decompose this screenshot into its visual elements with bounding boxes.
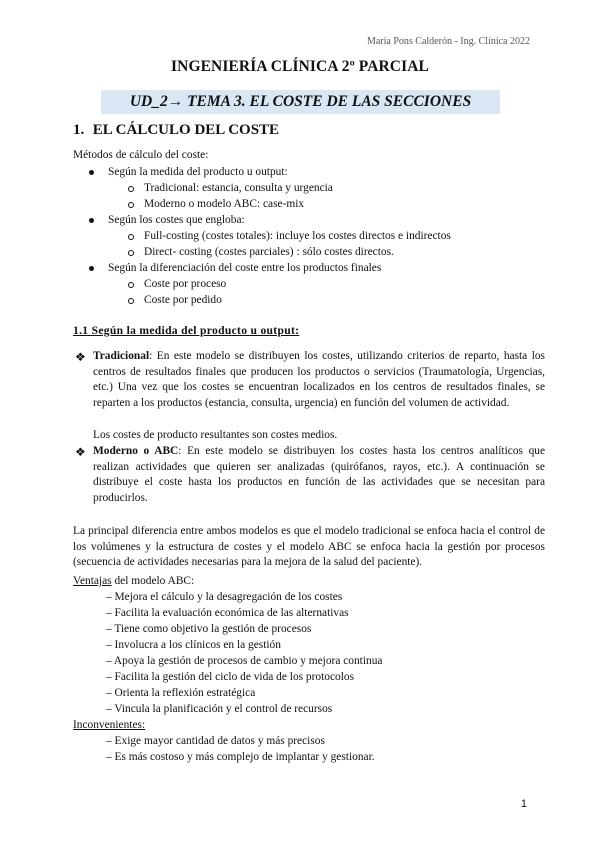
abc-term: Moderno o ABC	[93, 445, 179, 457]
page-number: 1	[520, 798, 527, 810]
method-label: Según la medida del producto u output:	[108, 166, 288, 178]
method-label: Según los costes que engloba:	[108, 214, 245, 226]
disadvantage-item: – Es más costoso y más complejo de implantar y gestionar.	[106, 751, 375, 763]
section-1-1-heading: 1.1 Según la medida del producto u output:	[73, 324, 300, 337]
method-subitem-text: Direct- costing (costes parciales) : sólo costes directos.	[144, 246, 394, 258]
document-subtitle: UD_2→ TEMA 3. EL COSTE DE LAS SECCIONES	[129, 93, 472, 110]
method-subitem-text: Coste por pedido	[144, 294, 222, 306]
advantages-suffix: del modelo ABC:	[111, 575, 195, 587]
bullet-circle-icon	[128, 186, 134, 192]
abc-model-paragraph	[93, 444, 545, 506]
advantage-item: – Mejora el cálculo y la desagregación de los costes	[106, 591, 343, 603]
method-subitem	[144, 277, 226, 292]
advantage-item: – Facilita la evaluación económica de las alternativas	[106, 607, 349, 619]
difference-paragraph: La principal diferencia entre ambos modelos es que el modelo tradicional se enfoca hacia el control de los volúmenes y la estructura de costes y el modelo ABC se enfoca hacia la gestión por procesos (secuencia de actividades necesarias para la mejora de la salud del paciente).	[73, 525, 545, 569]
method-subitem-text: Coste por proceso	[144, 278, 227, 290]
disadvantages-label: Inconvenientes:	[73, 719, 146, 731]
abc-description: : En este modelo se distribuyen los costes hasta los centros analíticos que realizan actividades que quieren ser analizadas (quirófanos, rayos, etc.). A continuación se distribuye el coste hasta los productos en función de las actividades que se necesitan para producirlos.	[93, 445, 546, 504]
header-author-note: María Pons Calderón - Ing. Clínica 2022	[366, 36, 530, 47]
method-subitem	[144, 245, 394, 260]
bullet-circle-icon	[128, 202, 134, 208]
advantages-heading	[73, 574, 194, 589]
disadvantage-item: – Exige mayor cantidad de datos y más precisos	[106, 735, 325, 747]
advantage-item: – Vincula la planificación y el control de recursos	[106, 703, 333, 715]
method-subitem-text: Moderno o modelo ABC: case-mix	[144, 198, 305, 210]
advantage-item: – Apoya la gestión de procesos de cambio y mejora continua	[106, 655, 383, 667]
bullet-circle-icon	[128, 282, 134, 288]
method-subitem-text: Full-costing (costes totales): incluye los costes directos e indirectos	[144, 230, 451, 242]
method-item	[108, 213, 245, 228]
method-subitem	[144, 229, 451, 244]
methods-intro: Métodos de cálculo del coste:	[73, 149, 209, 161]
bullet-circle-icon	[128, 298, 134, 304]
section-1-title: EL CÁLCULO DEL COSTE	[92, 122, 280, 138]
advantage-item: – Involucra a los clínicos en la gestión	[106, 639, 281, 651]
subtitle-highlight	[101, 90, 500, 114]
method-item	[108, 165, 288, 180]
diamond-bullet-icon: ❖	[75, 350, 86, 364]
section-1-number: 1.	[73, 122, 85, 138]
bullet-dot-icon	[89, 218, 94, 223]
bullet-dot-icon	[89, 266, 94, 271]
document-title: INGENIERÍA CLÍNICA 2º PARCIAL	[171, 58, 429, 75]
bullet-circle-icon	[128, 234, 134, 240]
traditional-model-paragraph	[93, 349, 545, 411]
method-subitem	[144, 181, 333, 196]
bullet-dot-icon	[89, 170, 94, 175]
advantage-item: – Tiene como objetivo la gestión de procesos	[106, 623, 312, 635]
disadvantages-heading	[73, 718, 145, 733]
diamond-bullet-icon: ❖	[75, 445, 86, 459]
bullet-circle-icon	[128, 250, 134, 256]
method-subitem	[144, 197, 304, 212]
method-item	[108, 261, 381, 276]
method-subitem-text: Tradicional: estancia, consulta y urgencia	[144, 182, 333, 194]
advantage-item: – Facilita la gestión del ciclo de vida de los protocolos	[106, 671, 355, 683]
method-subitem	[144, 293, 222, 308]
method-label: Según la diferenciación del coste entre los productos finales	[108, 262, 382, 274]
advantage-item: – Orienta la reflexión estratégica	[106, 687, 256, 699]
traditional-note: Los costes de producto resultantes son costes medios.	[93, 429, 338, 441]
advantages-label: Ventajas	[73, 575, 112, 587]
traditional-description: : En este modelo se distribuyen los costes, utilizando criterios de reparto, hasta los centros de resultados finales que producen los productos o servicios (Traumatología, Urgencias, etc.) Una vez que los costes se encuentran localizados en los centros de resultados finales, se reparten a los productos (estancia, consulta, urgencia) en función del volumen de actividad.	[93, 350, 545, 409]
traditional-term: Tradicional	[93, 350, 150, 362]
section-1-heading	[73, 122, 279, 139]
